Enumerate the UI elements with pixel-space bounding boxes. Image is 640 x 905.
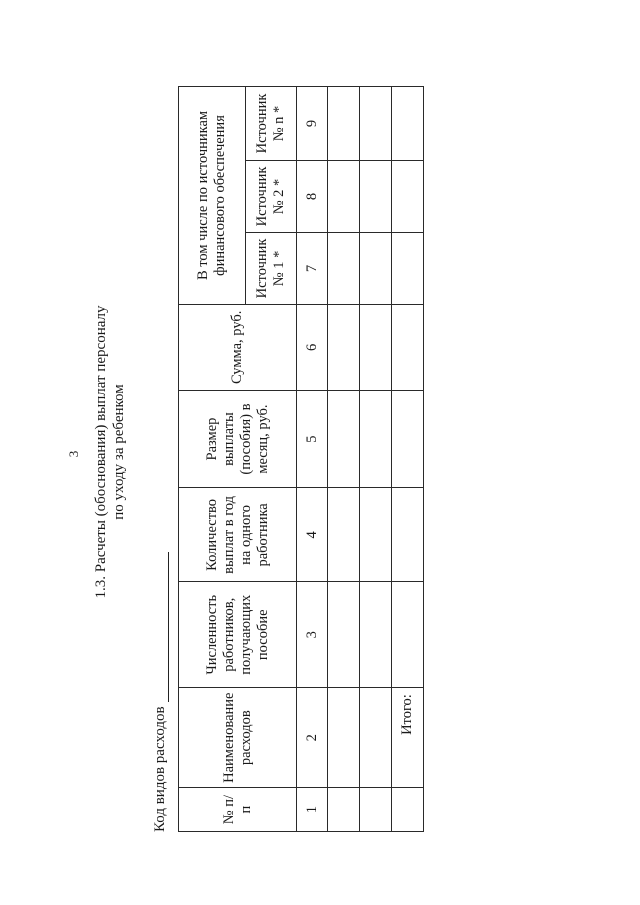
table-cell xyxy=(328,161,360,233)
table-cell xyxy=(392,304,424,390)
table-cell xyxy=(392,232,424,304)
table-cell xyxy=(360,87,392,161)
table-cell xyxy=(392,390,424,488)
table-row xyxy=(328,87,360,832)
column-number: 5 xyxy=(297,390,328,488)
table-cell xyxy=(392,161,424,233)
column-number: 8 xyxy=(297,161,328,233)
table-cell xyxy=(360,688,392,788)
total-label: Итого: xyxy=(392,688,424,788)
table-cell xyxy=(328,688,360,788)
payments-table xyxy=(178,86,424,832)
table-cell xyxy=(360,488,392,582)
header-sources-group: В том числе по источникам финансового обеспечения xyxy=(179,87,246,305)
header-sum: Сумма, руб. xyxy=(179,304,297,390)
expense-code-blank xyxy=(154,552,169,702)
column-number: 4 xyxy=(297,488,328,582)
table-cell xyxy=(392,582,424,688)
table-cell xyxy=(328,488,360,582)
title-line-1: 1.3. Расчеты (обоснования) выплат персоналу xyxy=(93,305,109,599)
table-cell xyxy=(392,87,424,161)
expense-code-text: Код видов расходов xyxy=(152,706,168,832)
column-numbers-row xyxy=(297,87,328,832)
total-row xyxy=(392,87,424,832)
table-cell xyxy=(328,788,360,832)
table-row xyxy=(360,87,392,832)
table-cell xyxy=(392,788,424,832)
header-workers: Численность работников, получающих пособие xyxy=(179,582,297,688)
column-number: 6 xyxy=(297,304,328,390)
table-cell xyxy=(328,304,360,390)
column-number: 7 xyxy=(297,232,328,304)
header-source-1: Источник № 1 * xyxy=(246,232,297,304)
table-cell xyxy=(360,304,392,390)
table-cell xyxy=(392,488,424,582)
header-number: № п/п xyxy=(179,788,297,832)
column-number: 2 xyxy=(297,688,328,788)
column-number: 3 xyxy=(297,582,328,688)
table-cell xyxy=(360,390,392,488)
column-number: 1 xyxy=(297,788,328,832)
title-line-2: по уходу за ребенком xyxy=(111,384,127,520)
section-title xyxy=(92,132,128,772)
header-payments-count: Количество выплат в год на одного работника xyxy=(179,488,297,582)
table-cell xyxy=(360,161,392,233)
table-cell xyxy=(360,788,392,832)
header-source-2: Источник № 2 * xyxy=(246,161,297,233)
table-cell xyxy=(360,232,392,304)
table-cell xyxy=(360,582,392,688)
table-cell xyxy=(328,232,360,304)
rotated-content xyxy=(60,72,580,832)
table-cell xyxy=(328,582,360,688)
page-number: 3 xyxy=(66,450,81,458)
expense-code-label xyxy=(152,552,169,832)
table-cell xyxy=(328,390,360,488)
header-name: Наименование расходов xyxy=(179,688,297,788)
table-cell xyxy=(328,87,360,161)
header-payment-size: Размер выплаты (пособия) в месяц, руб. xyxy=(179,390,297,488)
header-source-n: Источник № n * xyxy=(246,87,297,161)
column-number: 9 xyxy=(297,87,328,161)
